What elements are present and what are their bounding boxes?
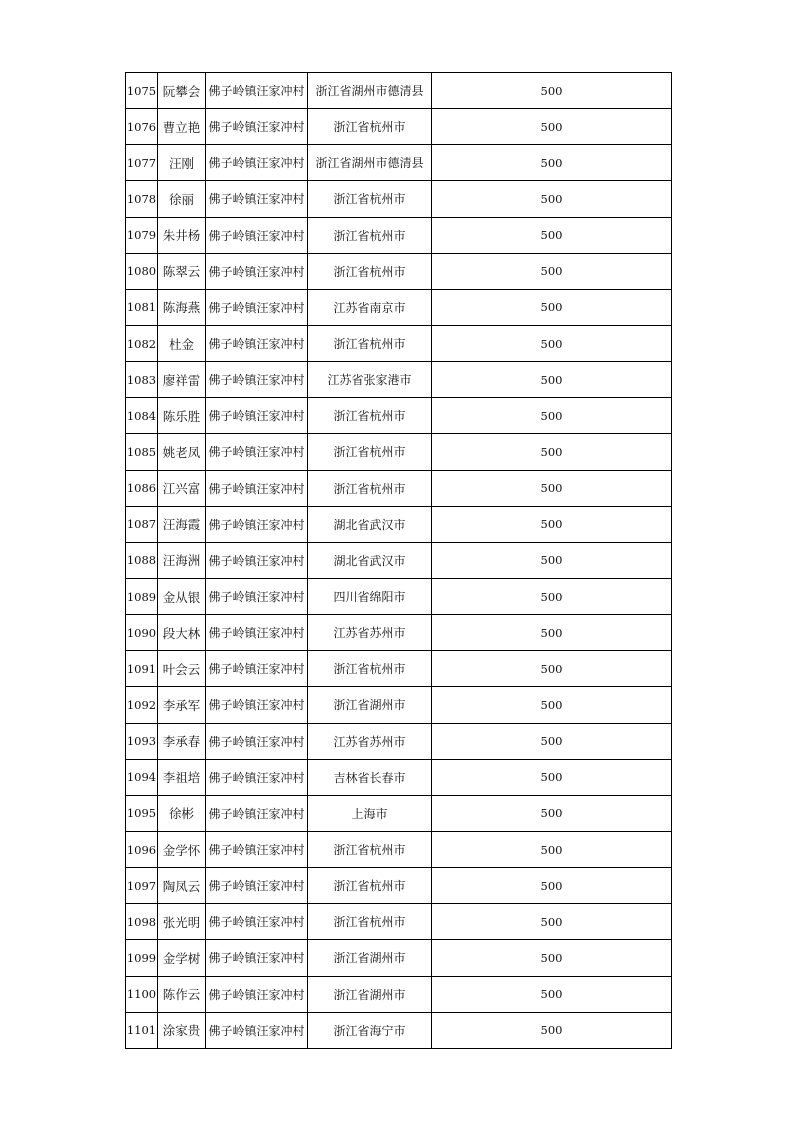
- work-location: 江苏省张家港市: [308, 362, 432, 398]
- row-number: 1076: [126, 109, 158, 145]
- work-location: 浙江省杭州市: [308, 831, 432, 867]
- subsidy-amount: 500: [432, 904, 672, 940]
- table-row: [126, 615, 672, 651]
- table-row: [126, 109, 672, 145]
- table-row: [126, 145, 672, 181]
- row-number: 1084: [126, 398, 158, 434]
- table-row: [126, 542, 672, 578]
- subsidy-amount: 500: [432, 109, 672, 145]
- person-name: 陶凤云: [158, 868, 206, 904]
- village-name: 佛子岭镇汪家冲村: [206, 868, 308, 904]
- table-row: [126, 940, 672, 976]
- subsidy-amount: 500: [432, 145, 672, 181]
- person-name: 汪海洲: [158, 542, 206, 578]
- work-location: 浙江省杭州市: [308, 109, 432, 145]
- person-name: 廖祥雷: [158, 362, 206, 398]
- table-row: [126, 362, 672, 398]
- work-location: 浙江省湖州市: [308, 940, 432, 976]
- work-location: 浙江省杭州市: [308, 904, 432, 940]
- village-name: 佛子岭镇汪家冲村: [206, 289, 308, 325]
- village-name: 佛子岭镇汪家冲村: [206, 651, 308, 687]
- person-name: 陈翠云: [158, 253, 206, 289]
- subsidy-amount: 500: [432, 940, 672, 976]
- subsidy-amount: 500: [432, 325, 672, 361]
- table-row: [126, 976, 672, 1012]
- subsidy-amount: 500: [432, 651, 672, 687]
- subsidy-amount: 500: [432, 976, 672, 1012]
- work-location: 湖北省武汉市: [308, 542, 432, 578]
- work-location: 浙江省湖州市德清县: [308, 145, 432, 181]
- village-name: 佛子岭镇汪家冲村: [206, 362, 308, 398]
- person-name: 汪刚: [158, 145, 206, 181]
- work-location: 浙江省海宁市: [308, 1012, 432, 1048]
- person-name: 汪海霞: [158, 506, 206, 542]
- roster-table: [125, 72, 672, 1049]
- row-number: 1095: [126, 795, 158, 831]
- village-name: 佛子岭镇汪家冲村: [206, 578, 308, 614]
- work-location: 浙江省杭州市: [308, 398, 432, 434]
- person-name: 李承军: [158, 687, 206, 723]
- person-name: 李承春: [158, 723, 206, 759]
- subsidy-amount: 500: [432, 578, 672, 614]
- table-row: [126, 831, 672, 867]
- work-location: 浙江省杭州市: [308, 470, 432, 506]
- village-name: 佛子岭镇汪家冲村: [206, 109, 308, 145]
- person-name: 陈乐胜: [158, 398, 206, 434]
- work-location: 浙江省杭州市: [308, 868, 432, 904]
- work-location: 江苏省苏州市: [308, 723, 432, 759]
- row-number: 1086: [126, 470, 158, 506]
- row-number: 1096: [126, 831, 158, 867]
- person-name: 阮攀会: [158, 73, 206, 109]
- table-row: [126, 578, 672, 614]
- subsidy-amount: 500: [432, 73, 672, 109]
- subsidy-amount: 500: [432, 181, 672, 217]
- row-number: 1078: [126, 181, 158, 217]
- person-name: 徐丽: [158, 181, 206, 217]
- table-row: [126, 253, 672, 289]
- row-number: 1083: [126, 362, 158, 398]
- work-location: 浙江省杭州市: [308, 253, 432, 289]
- table-row: [126, 651, 672, 687]
- table-row: [126, 73, 672, 109]
- work-location: 江苏省苏州市: [308, 615, 432, 651]
- row-number: 1079: [126, 217, 158, 253]
- row-number: 1097: [126, 868, 158, 904]
- person-name: 张光明: [158, 904, 206, 940]
- table-row: [126, 217, 672, 253]
- village-name: 佛子岭镇汪家冲村: [206, 1012, 308, 1048]
- work-location: 浙江省杭州市: [308, 181, 432, 217]
- table-row: [126, 470, 672, 506]
- row-number: 1082: [126, 325, 158, 361]
- table-row: [126, 723, 672, 759]
- roster-body: [126, 73, 672, 1049]
- village-name: 佛子岭镇汪家冲村: [206, 217, 308, 253]
- person-name: 李祖培: [158, 759, 206, 795]
- row-number: 1080: [126, 253, 158, 289]
- subsidy-amount: 500: [432, 759, 672, 795]
- row-number: 1090: [126, 615, 158, 651]
- village-name: 佛子岭镇汪家冲村: [206, 398, 308, 434]
- person-name: 曹立艳: [158, 109, 206, 145]
- person-name: 徐彬: [158, 795, 206, 831]
- table-row: [126, 904, 672, 940]
- village-name: 佛子岭镇汪家冲村: [206, 325, 308, 361]
- subsidy-amount: 500: [432, 687, 672, 723]
- subsidy-amount: 500: [432, 398, 672, 434]
- table-row: [126, 687, 672, 723]
- subsidy-amount: 500: [432, 542, 672, 578]
- subsidy-amount: 500: [432, 217, 672, 253]
- person-name: 陈作云: [158, 976, 206, 1012]
- village-name: 佛子岭镇汪家冲村: [206, 795, 308, 831]
- subsidy-amount: 500: [432, 1012, 672, 1048]
- work-location: 浙江省杭州市: [308, 325, 432, 361]
- subsidy-amount: 500: [432, 868, 672, 904]
- work-location: 江苏省南京市: [308, 289, 432, 325]
- village-name: 佛子岭镇汪家冲村: [206, 253, 308, 289]
- village-name: 佛子岭镇汪家冲村: [206, 759, 308, 795]
- person-name: 叶会云: [158, 651, 206, 687]
- row-number: 1088: [126, 542, 158, 578]
- table-row: [126, 434, 672, 470]
- person-name: 朱井杨: [158, 217, 206, 253]
- row-number: 1089: [126, 578, 158, 614]
- table-row: [126, 868, 672, 904]
- village-name: 佛子岭镇汪家冲村: [206, 976, 308, 1012]
- row-number: 1099: [126, 940, 158, 976]
- table-row: [126, 289, 672, 325]
- row-number: 1075: [126, 73, 158, 109]
- village-name: 佛子岭镇汪家冲村: [206, 470, 308, 506]
- table-row: [126, 181, 672, 217]
- subsidy-amount: 500: [432, 723, 672, 759]
- village-name: 佛子岭镇汪家冲村: [206, 940, 308, 976]
- person-name: 段大林: [158, 615, 206, 651]
- row-number: 1092: [126, 687, 158, 723]
- village-name: 佛子岭镇汪家冲村: [206, 181, 308, 217]
- table-row: [126, 1012, 672, 1048]
- subsidy-amount: 500: [432, 434, 672, 470]
- village-name: 佛子岭镇汪家冲村: [206, 145, 308, 181]
- row-number: 1085: [126, 434, 158, 470]
- subsidy-amount: 500: [432, 831, 672, 867]
- person-name: 金学树: [158, 940, 206, 976]
- person-name: 姚老凤: [158, 434, 206, 470]
- work-location: 浙江省杭州市: [308, 434, 432, 470]
- village-name: 佛子岭镇汪家冲村: [206, 434, 308, 470]
- village-name: 佛子岭镇汪家冲村: [206, 615, 308, 651]
- village-name: 佛子岭镇汪家冲村: [206, 506, 308, 542]
- work-location: 浙江省湖州市: [308, 687, 432, 723]
- person-name: 涂家贵: [158, 1012, 206, 1048]
- row-number: 1101: [126, 1012, 158, 1048]
- subsidy-amount: 500: [432, 615, 672, 651]
- work-location: 浙江省湖州市德清县: [308, 73, 432, 109]
- village-name: 佛子岭镇汪家冲村: [206, 73, 308, 109]
- row-number: 1087: [126, 506, 158, 542]
- work-location: 上海市: [308, 795, 432, 831]
- person-name: 杜金: [158, 325, 206, 361]
- table-row: [126, 795, 672, 831]
- row-number: 1091: [126, 651, 158, 687]
- village-name: 佛子岭镇汪家冲村: [206, 831, 308, 867]
- person-name: 金从银: [158, 578, 206, 614]
- row-number: 1094: [126, 759, 158, 795]
- person-name: 金学怀: [158, 831, 206, 867]
- row-number: 1098: [126, 904, 158, 940]
- row-number: 1093: [126, 723, 158, 759]
- subsidy-amount: 500: [432, 253, 672, 289]
- village-name: 佛子岭镇汪家冲村: [206, 904, 308, 940]
- work-location: 吉林省长春市: [308, 759, 432, 795]
- table-row: [126, 506, 672, 542]
- work-location: 浙江省杭州市: [308, 651, 432, 687]
- work-location: 浙江省湖州市: [308, 976, 432, 1012]
- village-name: 佛子岭镇汪家冲村: [206, 687, 308, 723]
- table-row: [126, 398, 672, 434]
- row-number: 1077: [126, 145, 158, 181]
- subsidy-amount: 500: [432, 506, 672, 542]
- subsidy-amount: 500: [432, 470, 672, 506]
- subsidy-amount: 500: [432, 362, 672, 398]
- work-location: 四川省绵阳市: [308, 578, 432, 614]
- row-number: 1081: [126, 289, 158, 325]
- subsidy-amount: 500: [432, 289, 672, 325]
- work-location: 浙江省杭州市: [308, 217, 432, 253]
- row-number: 1100: [126, 976, 158, 1012]
- village-name: 佛子岭镇汪家冲村: [206, 542, 308, 578]
- person-name: 陈海燕: [158, 289, 206, 325]
- table-row: [126, 325, 672, 361]
- subsidy-amount: 500: [432, 795, 672, 831]
- table-row: [126, 759, 672, 795]
- village-name: 佛子岭镇汪家冲村: [206, 723, 308, 759]
- person-name: 江兴富: [158, 470, 206, 506]
- work-location: 湖北省武汉市: [308, 506, 432, 542]
